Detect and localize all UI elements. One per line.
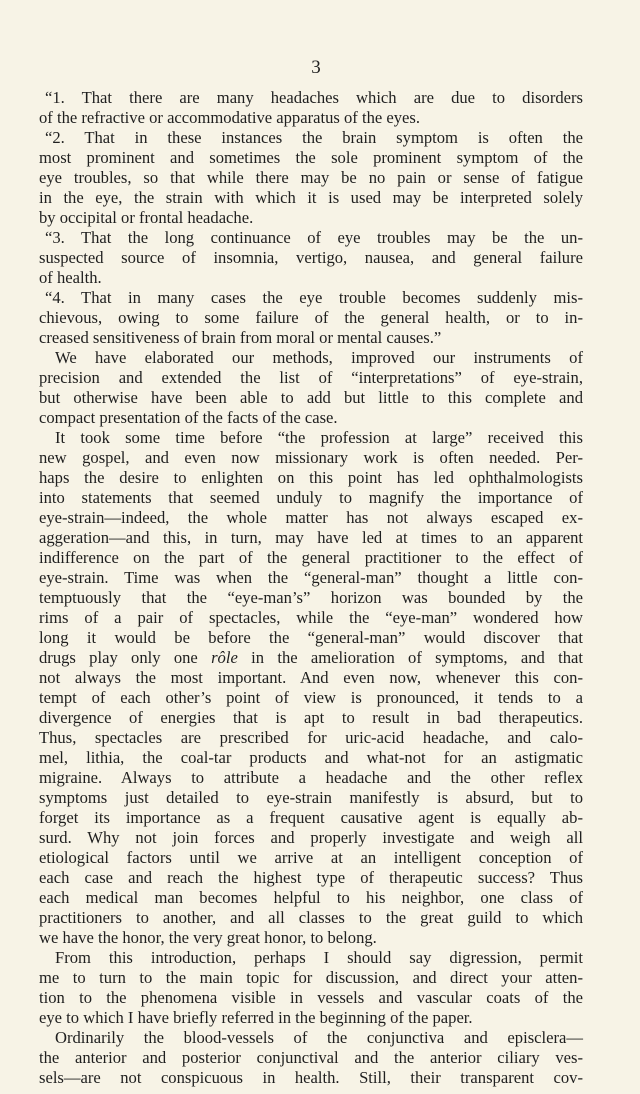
text-line: symptoms just detailed to eye-strain manifestly is absurd, but to bbox=[39, 788, 583, 807]
text-line: etiological factors until we arrive at an intelligent conception of bbox=[39, 848, 583, 867]
text-line: into statements that seemed unduly to magnify the importance of bbox=[39, 488, 583, 507]
text-line: compact presentation of the facts of the case. bbox=[39, 408, 338, 427]
page-number: 3 bbox=[311, 57, 321, 78]
text-line: eye to which I have briefly referred in the beginning of the paper. bbox=[39, 1008, 473, 1027]
text-line: long it would be before the “general-man” would discover that bbox=[39, 628, 583, 647]
text-line: the anterior and posterior conjunctival and the anterior ciliary ves- bbox=[39, 1048, 583, 1067]
text-line: of health. bbox=[39, 268, 102, 287]
body-text bbox=[39, 88, 583, 1088]
text-line: me to turn to the main topic for discussion, and direct your atten- bbox=[39, 968, 583, 987]
text-line: “3. That the long continuance of eye troubles may be the un- bbox=[45, 228, 583, 247]
text-line: of the refractive or accommodative apparatus of the eyes. bbox=[39, 108, 421, 127]
text-line: “1. That there are many headaches which are due to disorders bbox=[45, 88, 583, 107]
text-line: eye troubles, so that while there may be no pain or sense of fatigue bbox=[39, 168, 583, 187]
text-line: most prominent and sometimes the sole prominent symptom of the bbox=[39, 148, 583, 167]
text-line: rims of a pair of spectacles, while the “eye-man” wondered how bbox=[39, 608, 583, 627]
text-line: We have elaborated our methods, improved our instruments of bbox=[55, 348, 583, 367]
text-line: Thus, spectacles are prescribed for uric-acid headache, and calo- bbox=[39, 728, 583, 747]
text-line: “2. That in these instances the brain symptom is often the bbox=[45, 128, 583, 147]
text-line: precision and extended the list of “interpretations” of eye-strain, bbox=[39, 368, 583, 387]
text-line: migraine. Always to attribute a headache and the other reflex bbox=[39, 768, 583, 787]
text-line: by occipital or frontal headache. bbox=[39, 208, 254, 227]
text-line: drugs play only one rôle in the amelioration of symptoms, and that bbox=[39, 648, 583, 667]
text-line: temptuously that the “eye-man’s” horizon was bounded by the bbox=[39, 588, 583, 607]
text-line: haps the desire to enlighten on this point has led ophthalmologists bbox=[39, 468, 583, 487]
text-line: chievous, owing to some failure of the general health, or to in- bbox=[39, 308, 583, 327]
text-line: suspected source of insomnia, vertigo, nausea, and general failure bbox=[39, 248, 583, 267]
text-line: eye-strain. Time was when the “general-man” thought a little con- bbox=[39, 568, 583, 587]
text-line: surd. Why not join forces and properly investigate and weigh all bbox=[39, 828, 583, 847]
text-line: each medical man becomes helpful to his neighbor, one class of bbox=[39, 888, 583, 907]
text-line: practitioners to another, and all classes to the great guild to which bbox=[39, 908, 583, 927]
italic-word: rôle bbox=[211, 648, 238, 667]
text-line: divergence of energies that is apt to result in bad therapeutics. bbox=[39, 708, 583, 727]
text-line: eye-strain—indeed, the whole matter has not always escaped ex- bbox=[39, 508, 583, 527]
text-line: each case and reach the highest type of therapeutic success? Thus bbox=[39, 868, 583, 887]
text-line: we have the honor, the very great honor, to belong. bbox=[39, 928, 377, 947]
text-line: in the eye, the strain with which it is used may be interpreted solely bbox=[39, 188, 583, 207]
text-line: sels—are not conspicuous in health. Still, their transparent cov- bbox=[39, 1068, 583, 1087]
text-line: tion to the phenomena visible in vessels and vascular coats of the bbox=[39, 988, 583, 1007]
text-line: mel, lithia, the coal-tar products and what-not for an astigmatic bbox=[39, 748, 583, 767]
text-line: It took some time before “the profession at large” received this bbox=[55, 428, 583, 447]
document-page bbox=[39, 56, 583, 1088]
text-line: not always the most important. And even now, whenever this con- bbox=[39, 668, 583, 687]
text-line: but otherwise have been able to add but little to this complete and bbox=[39, 388, 583, 407]
text-line: aggeration—and this, in turn, may have led at times to an apparent bbox=[39, 528, 583, 547]
text-line: forget its importance as a frequent causative agent is equally ab- bbox=[39, 808, 583, 827]
text-line: Ordinarily the blood-vessels of the conjunctiva and episclera— bbox=[55, 1028, 583, 1047]
text-line: tempt of each other’s point of view is pronounced, it tends to a bbox=[39, 688, 583, 707]
text-line: indifference on the part of the general practitioner to the effect of bbox=[39, 548, 583, 567]
text-line: creased sensitiveness of brain from moral or mental causes.” bbox=[39, 328, 442, 347]
text-line: From this introduction, perhaps I should say digression, permit bbox=[55, 948, 583, 967]
text-line: new gospel, and even now missionary work is often needed. Per- bbox=[39, 448, 583, 467]
text-line: “4. That in many cases the eye trouble becomes suddenly mis- bbox=[45, 288, 583, 307]
